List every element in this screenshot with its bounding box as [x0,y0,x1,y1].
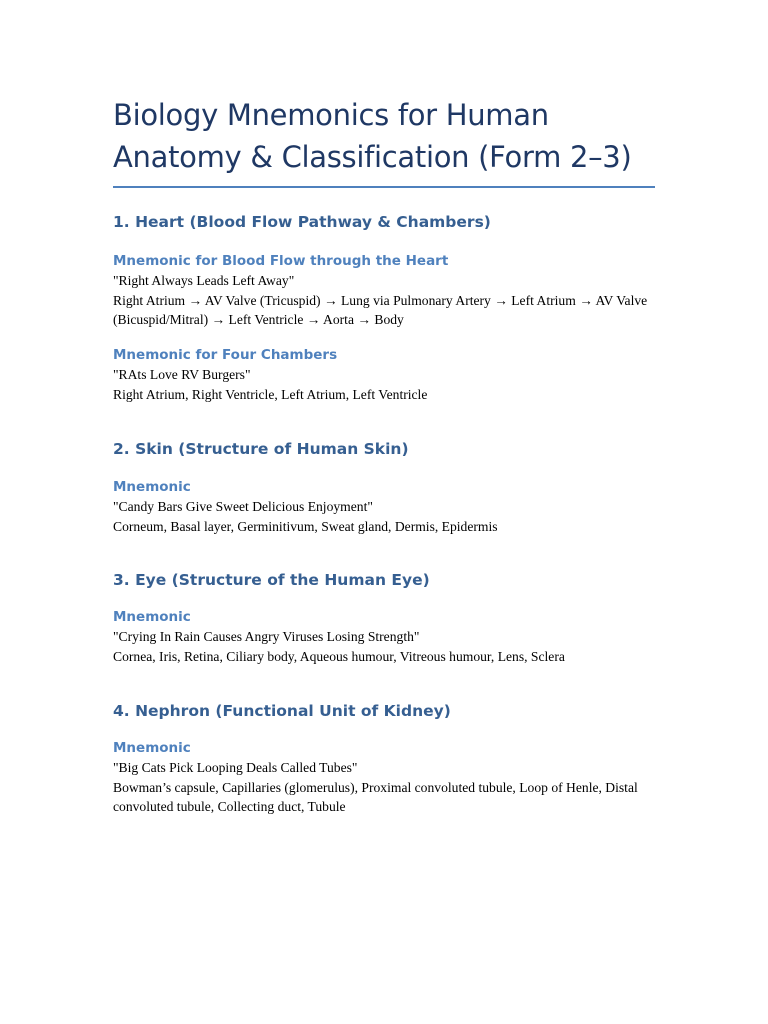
mnemonic-explanation: Bowman’s capsule, Capillaries (glomerulus), Proximal convoluted tubule, Loop of Henle, Distal convoluted tubule, Collecting duct, Tubule [113,779,638,814]
mnemonic-explanation: Right Atrium → AV Valve (Tricuspid) → Lung via Pulmonary Artery → Left Atrium → AV Valve (Bicuspid/Mitral) → Left Ventricle → Aorta → Body [113,292,648,327]
document-page [113,94,655,814]
section-heart [113,212,655,232]
section-eye [113,570,655,590]
subsection-nephron-mnemonic [113,739,655,817]
subsection-heading: Mnemonic for Blood Flow through the Heart [113,253,449,269]
subsection-heading: Mnemonic [113,479,191,495]
section-heading: 2. Skin (Structure of Human Skin) [113,440,409,458]
section-heading: 3. Eye (Structure of the Human Eye) [113,571,430,589]
subsection-heading: Mnemonic [113,740,191,756]
mnemonic-text: "Candy Bars Give Sweet Delicious Enjoyment" [113,499,373,514]
mnemonic-explanation: Corneum, Basal layer, Germinitivum, Sweat gland, Dermis, Epidermis [113,518,498,534]
subsection-heading: Mnemonic for Four Chambers [113,347,338,363]
subsection-skin-mnemonic [113,478,655,536]
section-heading: 1. Heart (Blood Flow Pathway & Chambers) [113,213,491,231]
subsection-blood-flow [113,252,655,330]
mnemonic-text: "Crying In Rain Causes Angry Viruses Losing Strength" [113,629,420,644]
mnemonic-text: "RAts Love RV Burgers" [113,367,251,382]
mnemonic-text: "Right Always Leads Left Away" [113,273,295,288]
mnemonic-text: "Big Cats Pick Looping Deals Called Tubes" [113,760,358,775]
mnemonic-explanation: Cornea, Iris, Retina, Ciliary body, Aqueous humour, Vitreous humour, Lens, Sclera [113,648,565,664]
subsection-four-chambers [113,346,655,404]
section-nephron [113,701,655,721]
document-title: Biology Mnemonics for Human Anatomy & Classification (Form 2–3) [113,94,655,188]
mnemonic-explanation: Right Atrium, Right Ventricle, Left Atrium, Left Ventricle [113,386,428,402]
subsection-eye-mnemonic [113,608,655,666]
section-heading: 4. Nephron (Functional Unit of Kidney) [113,702,451,720]
section-skin [113,439,655,459]
subsection-heading: Mnemonic [113,609,191,625]
